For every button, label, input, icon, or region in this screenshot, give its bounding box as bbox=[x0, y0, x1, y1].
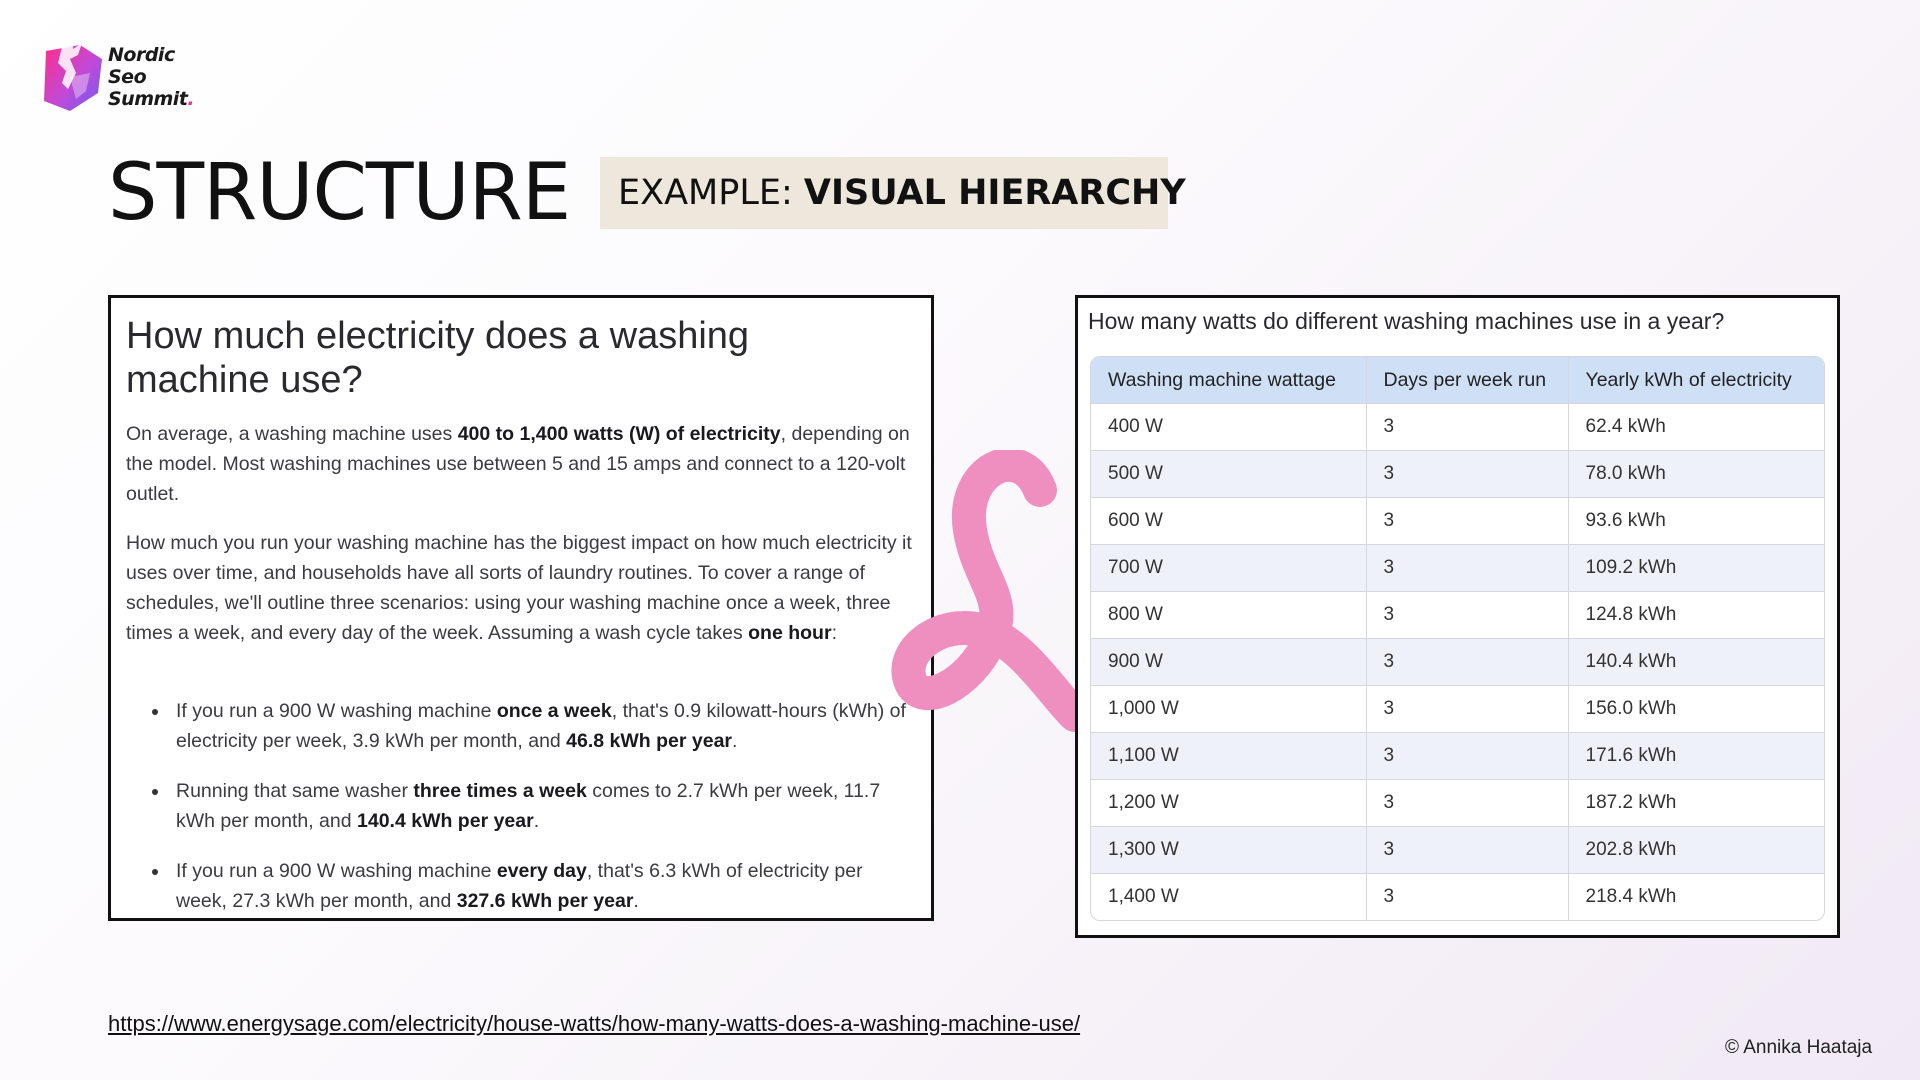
column-header: Washing machine wattage bbox=[1091, 357, 1366, 404]
logo-line-3: Summit bbox=[108, 88, 188, 110]
table-cell: 3 bbox=[1366, 780, 1568, 827]
list-item bbox=[126, 696, 916, 756]
table-cell: 3 bbox=[1366, 592, 1568, 639]
list-item bbox=[126, 856, 916, 916]
table-row bbox=[1091, 451, 1824, 498]
table-cell: 700 W bbox=[1091, 545, 1366, 592]
table-cell: 3 bbox=[1366, 827, 1568, 874]
table-row bbox=[1091, 404, 1824, 451]
table-cell: 1,000 W bbox=[1091, 686, 1366, 733]
table-cell: 1,200 W bbox=[1091, 780, 1366, 827]
article-excerpt-panel bbox=[108, 295, 934, 921]
bullet-text: . bbox=[633, 890, 639, 912]
logo-line-2: Seo bbox=[108, 66, 147, 88]
bullet-icon bbox=[152, 709, 158, 715]
nordic-seo-summit-logo bbox=[40, 30, 195, 115]
bullet-text: , that's 6.3 kWh of electricity per week, 27.3 kWh per month, and bbox=[176, 860, 863, 912]
wattage-table-panel bbox=[1075, 295, 1840, 938]
table-row bbox=[1091, 545, 1824, 592]
bullet-text: Running that same washer bbox=[176, 780, 414, 802]
table-cell: 500 W bbox=[1091, 451, 1366, 498]
p1-bold: 400 to 1,400 watts (W) of electricity bbox=[457, 423, 781, 445]
table-cell: 156.0 kWh bbox=[1568, 686, 1824, 733]
bullet-text: If you run a 900 W washing machine bbox=[176, 860, 497, 882]
table-cell: 800 W bbox=[1091, 592, 1366, 639]
table-cell: 3 bbox=[1366, 686, 1568, 733]
table-cell: 3 bbox=[1366, 733, 1568, 780]
column-header: Yearly kWh of electricity bbox=[1568, 357, 1824, 404]
bullet-bold: once a week bbox=[496, 700, 612, 722]
bullet-text: comes to 2.7 kWh per week, 11.7 kWh per month, and bbox=[176, 780, 881, 832]
bullet-bold: 140.4 kWh per year bbox=[357, 810, 534, 832]
table-cell: 3 bbox=[1366, 498, 1568, 545]
logo-wordmark bbox=[108, 44, 194, 110]
wattage-table bbox=[1091, 357, 1824, 920]
table-cell: 187.2 kWh bbox=[1568, 780, 1824, 827]
copyright-credit: © Annika Haataja bbox=[1725, 1037, 1873, 1058]
table-cell: 1,100 W bbox=[1091, 733, 1366, 780]
table-cell: 78.0 kWh bbox=[1568, 451, 1824, 498]
table-cell: 3 bbox=[1366, 874, 1568, 921]
bullet-bold: three times a week bbox=[413, 780, 587, 802]
source-link[interactable]: https://www.energysage.com/electricity/house-watts/how-many-watts-does-a-washing-machine-use/ bbox=[108, 1011, 1081, 1036]
list-item bbox=[126, 776, 916, 836]
table-row bbox=[1091, 686, 1824, 733]
table-cell: 3 bbox=[1366, 451, 1568, 498]
bullet-bold: 327.6 kWh per year bbox=[456, 890, 634, 912]
table-row bbox=[1091, 780, 1824, 827]
p1-text-a: On average, a washing machine uses bbox=[126, 423, 458, 445]
table-row bbox=[1091, 639, 1824, 686]
logo-dot: . bbox=[187, 88, 195, 110]
table-cell: 218.4 kWh bbox=[1568, 874, 1824, 921]
bullet-text: . bbox=[732, 730, 738, 752]
table-cell: 3 bbox=[1366, 639, 1568, 686]
table-row bbox=[1091, 592, 1824, 639]
slide-title: STRUCTURE bbox=[108, 148, 571, 238]
article-paragraph-2 bbox=[126, 528, 916, 648]
table-question: How many watts do different washing machines use in a year? bbox=[1088, 308, 1725, 334]
table-cell: 400 W bbox=[1091, 404, 1366, 451]
ampersand-icon bbox=[890, 450, 1080, 750]
table-cell: 900 W bbox=[1091, 639, 1366, 686]
reindeer-logo-icon bbox=[40, 33, 106, 113]
table-container bbox=[1090, 356, 1825, 921]
table-cell: 3 bbox=[1366, 545, 1568, 592]
example-emphasis: VISUAL HIERARCHY bbox=[803, 173, 1186, 213]
p2-bold: one hour bbox=[748, 622, 832, 644]
p2-text-a: How much you run your washing machine has the biggest impact on how much electricity it uses over time, and households have all sorts of laundry routines. To cover a range of schedules, we'll outline three scenarios: using your washing machine once a week, three times a week, and every day of the week. Assuming a wash cycle takes bbox=[126, 532, 912, 644]
p1-text-b: , depending on the model. Most washing machines use between 5 and 15 amps and connect to a 120-volt outlet. bbox=[126, 423, 910, 505]
table-row bbox=[1091, 827, 1824, 874]
column-header: Days per week run bbox=[1366, 357, 1568, 404]
table-cell: 3 bbox=[1366, 404, 1568, 451]
bullet-bold: 46.8 kWh per year bbox=[566, 730, 733, 752]
p2-text-b: : bbox=[831, 622, 837, 644]
scenario-list bbox=[126, 696, 916, 921]
table-row bbox=[1091, 733, 1824, 780]
example-prefix: EXAMPLE: bbox=[618, 173, 793, 213]
bullet-text: If you run a 900 W washing machine bbox=[176, 700, 497, 722]
table-header-row bbox=[1091, 357, 1824, 404]
table-cell: 124.8 kWh bbox=[1568, 592, 1824, 639]
table-cell: 600 W bbox=[1091, 498, 1366, 545]
table-row bbox=[1091, 874, 1824, 921]
table-cell: 171.6 kWh bbox=[1568, 733, 1824, 780]
table-row bbox=[1091, 498, 1824, 545]
table-cell: 140.4 kWh bbox=[1568, 639, 1824, 686]
table-cell: 1,300 W bbox=[1091, 827, 1366, 874]
bullet-text: . bbox=[533, 810, 540, 832]
table-cell: 202.8 kWh bbox=[1568, 827, 1824, 874]
example-label bbox=[600, 157, 1186, 229]
bullet-bold: every day bbox=[496, 860, 587, 882]
bullet-text: , that's 0.9 kilowatt-hours (kWh) of electricity per week, 3.9 kWh per month, and bbox=[176, 700, 906, 752]
bullet-icon bbox=[152, 869, 158, 875]
table-cell: 62.4 kWh bbox=[1568, 404, 1824, 451]
table-cell: 109.2 kWh bbox=[1568, 545, 1824, 592]
logo-line-1: Nordic bbox=[108, 44, 175, 66]
bullet-icon bbox=[152, 789, 158, 795]
table-cell: 1,400 W bbox=[1091, 874, 1366, 921]
article-heading: How much electricity does a washing machine use? bbox=[126, 315, 750, 401]
article-paragraph-1 bbox=[126, 419, 916, 509]
table-cell: 93.6 kWh bbox=[1568, 498, 1824, 545]
